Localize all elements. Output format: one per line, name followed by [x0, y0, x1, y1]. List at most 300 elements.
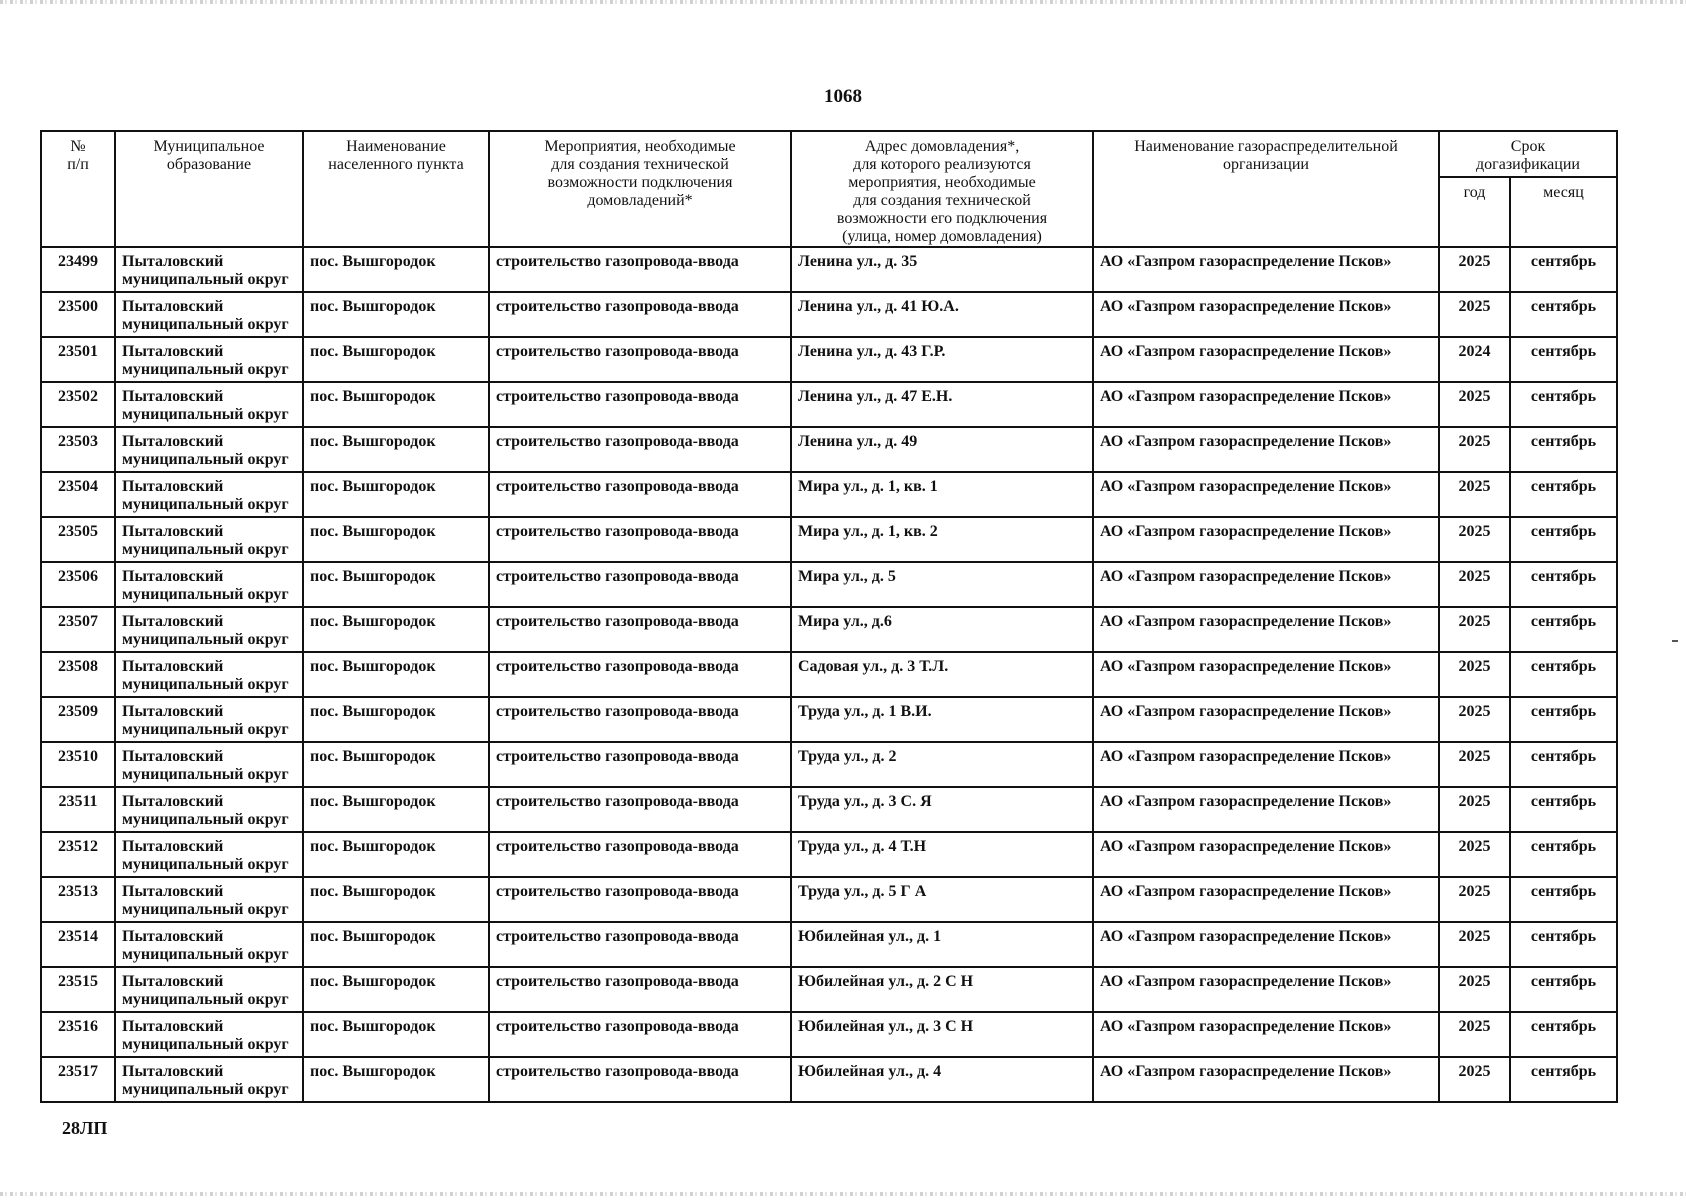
- cell-organization: [1093, 1012, 1439, 1057]
- cell-settlement: [303, 607, 489, 652]
- cell-settlement: [303, 427, 489, 472]
- cell-municipality-text: Пыталовский муниципальный округ: [122, 568, 289, 603]
- cell-measure: [489, 562, 791, 607]
- cell-address-text: Юбилейная ул., д. 4: [798, 1063, 942, 1080]
- table-row: [41, 832, 1617, 877]
- cell-year-text: 2025: [1458, 298, 1491, 315]
- cell-address-text: Ленина ул., д. 41 Ю.А.: [798, 298, 959, 315]
- cell-num: [41, 922, 115, 967]
- cell-organization-text: АО «Газпром газораспределение Псков»: [1100, 973, 1392, 990]
- cell-municipality-text: Пыталовский муниципальный округ: [122, 883, 289, 918]
- cell-settlement-text: пос. Вышгородок: [310, 838, 436, 855]
- scan-edge-bottom: [0, 1192, 1686, 1196]
- cell-settlement-text: пос. Вышгородок: [310, 478, 436, 495]
- cell-municipality-text: Пыталовский муниципальный округ: [122, 703, 289, 738]
- cell-settlement: [303, 787, 489, 832]
- cell-address-text: Садовая ул., д. 3 Т.Л.: [798, 658, 949, 675]
- cell-organization-text: АО «Газпром газораспределение Псков»: [1100, 478, 1392, 495]
- table-row: [41, 337, 1617, 382]
- cell-measure-text: строительство газопровода-ввода: [496, 568, 739, 585]
- cell-organization-text: АО «Газпром газораспределение Псков»: [1100, 748, 1392, 765]
- cell-municipality-text: Пыталовский муниципальный округ: [122, 433, 289, 468]
- cell-address: [791, 472, 1093, 517]
- cell-year: [1439, 742, 1510, 787]
- cell-municipality: [115, 382, 303, 427]
- cell-year: [1439, 472, 1510, 517]
- cell-year-text: 2025: [1458, 658, 1491, 675]
- cell-municipality: [115, 967, 303, 1012]
- cell-settlement-text: пос. Вышгородок: [310, 703, 436, 720]
- cell-settlement-text: пос. Вышгородок: [310, 343, 436, 360]
- cell-settlement-text: пос. Вышгородок: [310, 523, 436, 540]
- page-number: 1068: [824, 86, 862, 107]
- cell-measure-text: строительство газопровода-ввода: [496, 253, 739, 270]
- cell-measure: [489, 742, 791, 787]
- cell-year: [1439, 967, 1510, 1012]
- cell-month-text: сентябрь: [1530, 388, 1597, 405]
- cell-organization: [1093, 517, 1439, 562]
- header-municipality: Муниципальное образование: [115, 131, 303, 247]
- cell-year: [1439, 1012, 1510, 1057]
- cell-organization: [1093, 337, 1439, 382]
- cell-year-text: 2025: [1458, 1063, 1491, 1080]
- cell-address-text: Ленина ул., д. 43 Г.Р.: [798, 343, 946, 360]
- cell-organization-text: АО «Газпром газораспределение Псков»: [1100, 703, 1392, 720]
- cell-settlement-text: пос. Вышгородок: [310, 253, 436, 270]
- header-organization: Наименование газораспределительной организации: [1093, 131, 1439, 247]
- cell-num: [41, 697, 115, 742]
- cell-measure-text: строительство газопровода-ввода: [496, 793, 739, 810]
- cell-settlement: [303, 832, 489, 877]
- cell-municipality: [115, 607, 303, 652]
- cell-month: [1510, 877, 1617, 922]
- cell-year-text: 2025: [1458, 253, 1491, 270]
- cell-settlement: [303, 697, 489, 742]
- table-row: [41, 427, 1617, 472]
- cell-address-text: Мира ул., д.6: [798, 613, 892, 630]
- cell-year-text: 2025: [1458, 613, 1491, 630]
- cell-measure: [489, 247, 791, 292]
- cell-settlement-text: пос. Вышгородок: [310, 928, 436, 945]
- cell-measure: [489, 922, 791, 967]
- cell-organization-text: АО «Газпром газораспределение Псков»: [1100, 613, 1392, 630]
- cell-measure-text: строительство газопровода-ввода: [496, 433, 739, 450]
- cell-month: [1510, 472, 1617, 517]
- cell-month-text: сентябрь: [1530, 433, 1597, 450]
- cell-organization: [1093, 967, 1439, 1012]
- cell-year: [1439, 1057, 1510, 1102]
- cell-settlement-text: пос. Вышгородок: [310, 298, 436, 315]
- cell-organization-text: АО «Газпром газораспределение Псков»: [1100, 433, 1392, 450]
- cell-num-text: 23508: [58, 658, 98, 675]
- cell-settlement-text: пос. Вышгородок: [310, 793, 436, 810]
- cell-year-text: 2025: [1458, 523, 1491, 540]
- cell-num: [41, 877, 115, 922]
- cell-settlement-text: пос. Вышгородок: [310, 613, 436, 630]
- cell-municipality-text: Пыталовский муниципальный округ: [122, 928, 289, 963]
- cell-month-text: сентябрь: [1530, 343, 1597, 360]
- cell-month-text: сентябрь: [1530, 703, 1597, 720]
- cell-settlement-text: пос. Вышгородок: [310, 883, 436, 900]
- cell-num-text: 23505: [58, 523, 98, 540]
- cell-address: [791, 517, 1093, 562]
- table-row: [41, 382, 1617, 427]
- cell-measure: [489, 832, 791, 877]
- cell-month: [1510, 562, 1617, 607]
- cell-settlement: [303, 247, 489, 292]
- cell-address-text: Труда ул., д. 2: [798, 748, 897, 765]
- header-measures: Мероприятия, необходимые для создания технической возможности подключения домовладений*: [489, 131, 791, 247]
- cell-year-text: 2025: [1458, 388, 1491, 405]
- cell-month-text: сентябрь: [1530, 523, 1597, 540]
- cell-settlement: [303, 922, 489, 967]
- cell-month-text: сентябрь: [1530, 1018, 1597, 1035]
- cell-settlement: [303, 472, 489, 517]
- cell-month: [1510, 922, 1617, 967]
- cell-num: [41, 607, 115, 652]
- cell-address-text: Труда ул., д. 5 Г А: [798, 883, 927, 900]
- cell-num-text: 23506: [58, 568, 98, 585]
- cell-year-text: 2025: [1458, 838, 1491, 855]
- cell-address: [791, 562, 1093, 607]
- cell-month: [1510, 517, 1617, 562]
- cell-measure: [489, 337, 791, 382]
- table-row: [41, 1012, 1617, 1057]
- cell-num-text: 23504: [58, 478, 98, 495]
- cell-organization-text: АО «Газпром газораспределение Псков»: [1100, 388, 1392, 405]
- cell-organization: [1093, 562, 1439, 607]
- cell-num: [41, 652, 115, 697]
- cell-municipality-text: Пыталовский муниципальный округ: [122, 298, 289, 333]
- cell-measure: [489, 652, 791, 697]
- cell-month-text: сентябрь: [1530, 658, 1597, 675]
- cell-year-text: 2025: [1458, 568, 1491, 585]
- table-row: [41, 742, 1617, 787]
- cell-municipality: [115, 337, 303, 382]
- cell-organization: [1093, 1057, 1439, 1102]
- cell-year: [1439, 697, 1510, 742]
- cell-num: [41, 787, 115, 832]
- cell-year-text: 2024: [1458, 343, 1491, 360]
- cell-measure: [489, 517, 791, 562]
- cell-measure-text: строительство газопровода-ввода: [496, 613, 739, 630]
- cell-num: [41, 382, 115, 427]
- cell-measure-text: строительство газопровода-ввода: [496, 1063, 739, 1080]
- cell-address: [791, 607, 1093, 652]
- cell-num-text: 23514: [58, 928, 98, 945]
- cell-address-text: Ленина ул., д. 47 Е.Н.: [798, 388, 953, 405]
- cell-month: [1510, 832, 1617, 877]
- cell-measure: [489, 1057, 791, 1102]
- cell-organization-text: АО «Газпром газораспределение Псков»: [1100, 793, 1392, 810]
- cell-num-text: 23509: [58, 703, 98, 720]
- cell-address-text: Ленина ул., д. 49: [798, 433, 918, 450]
- cell-num: [41, 1012, 115, 1057]
- table-row: [41, 562, 1617, 607]
- table-body: [41, 247, 1617, 1102]
- cell-month-text: сентябрь: [1530, 838, 1597, 855]
- cell-municipality: [115, 472, 303, 517]
- table-header: [41, 131, 1617, 247]
- cell-year-text: 2025: [1458, 748, 1491, 765]
- cell-municipality-text: Пыталовский муниципальный округ: [122, 838, 289, 873]
- cell-settlement: [303, 742, 489, 787]
- cell-measure-text: строительство газопровода-ввода: [496, 1018, 739, 1035]
- cell-measure-text: строительство газопровода-ввода: [496, 883, 739, 900]
- cell-measure-text: строительство газопровода-ввода: [496, 838, 739, 855]
- cell-month-text: сентябрь: [1530, 253, 1597, 270]
- cell-measure: [489, 967, 791, 1012]
- cell-month-text: сентябрь: [1530, 973, 1597, 990]
- cell-measure: [489, 427, 791, 472]
- cell-num-text: 23507: [58, 613, 98, 630]
- cell-year: [1439, 652, 1510, 697]
- cell-measure: [489, 1012, 791, 1057]
- cell-year: [1439, 427, 1510, 472]
- cell-organization-text: АО «Газпром газораспределение Псков»: [1100, 568, 1392, 585]
- cell-address-text: Мира ул., д. 1, кв. 1: [798, 478, 938, 495]
- cell-organization: [1093, 247, 1439, 292]
- cell-municipality-text: Пыталовский муниципальный округ: [122, 973, 289, 1008]
- cell-settlement-text: пос. Вышгородок: [310, 568, 436, 585]
- cell-year-text: 2025: [1458, 433, 1491, 450]
- cell-year: [1439, 877, 1510, 922]
- cell-month: [1510, 337, 1617, 382]
- cell-num: [41, 832, 115, 877]
- cell-measure: [489, 787, 791, 832]
- cell-municipality-text: Пыталовский муниципальный округ: [122, 343, 289, 378]
- cell-num: [41, 562, 115, 607]
- cell-address: [791, 787, 1093, 832]
- cell-municipality: [115, 247, 303, 292]
- cell-settlement: [303, 1012, 489, 1057]
- cell-settlement-text: пос. Вышгородок: [310, 658, 436, 675]
- cell-municipality-text: Пыталовский муниципальный округ: [122, 1063, 289, 1098]
- cell-organization: [1093, 607, 1439, 652]
- cell-municipality-text: Пыталовский муниципальный округ: [122, 1018, 289, 1053]
- cell-settlement: [303, 1057, 489, 1102]
- cell-address-text: Мира ул., д. 5: [798, 568, 896, 585]
- cell-num-text: 23512: [58, 838, 98, 855]
- cell-year: [1439, 832, 1510, 877]
- cell-month-text: сентябрь: [1530, 613, 1597, 630]
- cell-municipality-text: Пыталовский муниципальный округ: [122, 613, 289, 648]
- cell-month: [1510, 607, 1617, 652]
- table-row: [41, 967, 1617, 1012]
- cell-organization: [1093, 427, 1439, 472]
- cell-num-text: 23501: [58, 343, 98, 360]
- cell-num: [41, 247, 115, 292]
- cell-year-text: 2025: [1458, 973, 1491, 990]
- cell-organization-text: АО «Газпром газораспределение Псков»: [1100, 298, 1392, 315]
- cell-measure: [489, 697, 791, 742]
- cell-municipality: [115, 832, 303, 877]
- cell-address-text: Труда ул., д. 3 С. Я: [798, 793, 932, 810]
- header-term: Срок догазификации: [1439, 131, 1617, 177]
- footer-code: 28ЛП: [62, 1118, 108, 1138]
- cell-month: [1510, 967, 1617, 1012]
- cell-organization-text: АО «Газпром газораспределение Псков»: [1100, 928, 1392, 945]
- cell-municipality-text: Пыталовский муниципальный округ: [122, 748, 289, 783]
- cell-month: [1510, 427, 1617, 472]
- header-address: Адрес домовладения*, для которого реализуются мероприятия, необходимые для создания технической возможности его подключения (улица, номер домовладения): [791, 131, 1093, 247]
- cell-municipality: [115, 787, 303, 832]
- cell-measure-text: строительство газопровода-ввода: [496, 523, 739, 540]
- cell-measure-text: строительство газопровода-ввода: [496, 658, 739, 675]
- cell-measure: [489, 292, 791, 337]
- cell-month: [1510, 292, 1617, 337]
- cell-settlement: [303, 337, 489, 382]
- cell-municipality-text: Пыталовский муниципальный округ: [122, 478, 289, 513]
- cell-year: [1439, 922, 1510, 967]
- cell-address-text: Мира ул., д. 1, кв. 2: [798, 523, 938, 540]
- cell-address: [791, 697, 1093, 742]
- cell-num: [41, 742, 115, 787]
- cell-measure: [489, 472, 791, 517]
- cell-municipality-text: Пыталовский муниципальный округ: [122, 523, 289, 558]
- cell-year: [1439, 247, 1510, 292]
- table-row: [41, 697, 1617, 742]
- cell-measure-text: строительство газопровода-ввода: [496, 928, 739, 945]
- cell-municipality-text: Пыталовский муниципальный округ: [122, 388, 289, 423]
- cell-month-text: сентябрь: [1530, 298, 1597, 315]
- scan-edge-top: [0, 0, 1686, 4]
- cell-year: [1439, 337, 1510, 382]
- cell-settlement: [303, 652, 489, 697]
- cell-measure: [489, 607, 791, 652]
- cell-organization-text: АО «Газпром газораспределение Псков»: [1100, 658, 1392, 675]
- cell-num-text: 23499: [58, 253, 98, 270]
- cell-municipality: [115, 292, 303, 337]
- cell-organization-text: АО «Газпром газораспределение Псков»: [1100, 1018, 1392, 1035]
- cell-municipality-text: Пыталовский муниципальный округ: [122, 793, 289, 828]
- cell-year-text: 2025: [1458, 793, 1491, 810]
- cell-num: [41, 427, 115, 472]
- cell-num: [41, 292, 115, 337]
- cell-month-text: сентябрь: [1530, 928, 1597, 945]
- cell-municipality: [115, 427, 303, 472]
- cell-measure-text: строительство газопровода-ввода: [496, 478, 739, 495]
- cell-organization: [1093, 832, 1439, 877]
- cell-year-text: 2025: [1458, 1018, 1491, 1035]
- cell-organization-text: АО «Газпром газораспределение Псков»: [1100, 1063, 1392, 1080]
- cell-organization-text: АО «Газпром газораспределение Псков»: [1100, 523, 1392, 540]
- cell-year-text: 2025: [1458, 478, 1491, 495]
- cell-year-text: 2025: [1458, 703, 1491, 720]
- cell-address-text: Юбилейная ул., д. 2 С Н: [798, 973, 974, 990]
- cell-num-text: 23513: [58, 883, 98, 900]
- table-row: [41, 1057, 1617, 1102]
- cell-organization: [1093, 382, 1439, 427]
- cell-measure: [489, 877, 791, 922]
- cell-year: [1439, 607, 1510, 652]
- cell-month: [1510, 1012, 1617, 1057]
- cell-year: [1439, 292, 1510, 337]
- cell-settlement: [303, 517, 489, 562]
- cell-measure-text: строительство газопровода-ввода: [496, 298, 739, 315]
- cell-organization-text: АО «Газпром газораспределение Псков»: [1100, 253, 1392, 270]
- cell-address: [791, 742, 1093, 787]
- cell-address: [791, 382, 1093, 427]
- cell-address: [791, 247, 1093, 292]
- cell-settlement-text: пос. Вышгородок: [310, 433, 436, 450]
- cell-measure-text: строительство газопровода-ввода: [496, 748, 739, 765]
- cell-organization: [1093, 742, 1439, 787]
- cell-organization: [1093, 697, 1439, 742]
- header-settlement: Наименование населенного пункта: [303, 131, 489, 247]
- cell-settlement-text: пос. Вышгородок: [310, 1063, 436, 1080]
- cell-address: [791, 967, 1093, 1012]
- cell-month: [1510, 787, 1617, 832]
- cell-address: [791, 1012, 1093, 1057]
- cell-organization-text: АО «Газпром газораспределение Псков»: [1100, 343, 1392, 360]
- cell-organization-text: АО «Газпром газораспределение Псков»: [1100, 838, 1392, 855]
- cell-municipality: [115, 922, 303, 967]
- cell-settlement: [303, 967, 489, 1012]
- table-row: [41, 877, 1617, 922]
- cell-year: [1439, 382, 1510, 427]
- cell-num-text: 23516: [58, 1018, 98, 1035]
- cell-num-text: 23510: [58, 748, 98, 765]
- cell-month-text: сентябрь: [1530, 748, 1597, 765]
- table-row: [41, 652, 1617, 697]
- cell-settlement: [303, 562, 489, 607]
- cell-year: [1439, 517, 1510, 562]
- cell-month-text: сентябрь: [1530, 883, 1597, 900]
- cell-measure-text: строительство газопровода-ввода: [496, 388, 739, 405]
- cell-organization: [1093, 292, 1439, 337]
- cell-month: [1510, 382, 1617, 427]
- cell-organization-text: АО «Газпром газораспределение Псков»: [1100, 883, 1392, 900]
- cell-month: [1510, 1057, 1617, 1102]
- cell-measure-text: строительство газопровода-ввода: [496, 703, 739, 720]
- cell-year: [1439, 562, 1510, 607]
- cell-municipality: [115, 1012, 303, 1057]
- cell-num-text: 23511: [58, 793, 98, 810]
- cell-address-text: Юбилейная ул., д. 3 С Н: [798, 1018, 974, 1035]
- cell-address-text: Труда ул., д. 4 Т.Н: [798, 838, 927, 855]
- cell-month-text: сентябрь: [1530, 568, 1597, 585]
- cell-num: [41, 337, 115, 382]
- cell-month: [1510, 247, 1617, 292]
- cell-num: [41, 472, 115, 517]
- cell-num: [41, 1057, 115, 1102]
- table-row: [41, 607, 1617, 652]
- cell-address: [791, 1057, 1093, 1102]
- cell-address: [791, 832, 1093, 877]
- cell-month-text: сентябрь: [1530, 1063, 1597, 1080]
- table-row: [41, 247, 1617, 292]
- header-num: № п/п: [41, 131, 115, 247]
- cell-municipality-text: Пыталовский муниципальный округ: [122, 658, 289, 693]
- header-year: год: [1439, 177, 1510, 247]
- cell-municipality: [115, 877, 303, 922]
- cell-month-text: сентябрь: [1530, 478, 1597, 495]
- cell-address-text: Труда ул., д. 1 В.И.: [798, 703, 932, 720]
- cell-address: [791, 877, 1093, 922]
- cell-num-text: 23503: [58, 433, 98, 450]
- cell-address: [791, 922, 1093, 967]
- cell-organization: [1093, 922, 1439, 967]
- table-row: [41, 517, 1617, 562]
- cell-measure-text: строительство газопровода-ввода: [496, 973, 739, 990]
- cell-year-text: 2025: [1458, 883, 1491, 900]
- cell-measure: [489, 382, 791, 427]
- cell-municipality: [115, 697, 303, 742]
- gasification-table: [40, 130, 1618, 1103]
- cell-num-text: 23517: [58, 1063, 98, 1080]
- cell-settlement-text: пос. Вышгородок: [310, 973, 436, 990]
